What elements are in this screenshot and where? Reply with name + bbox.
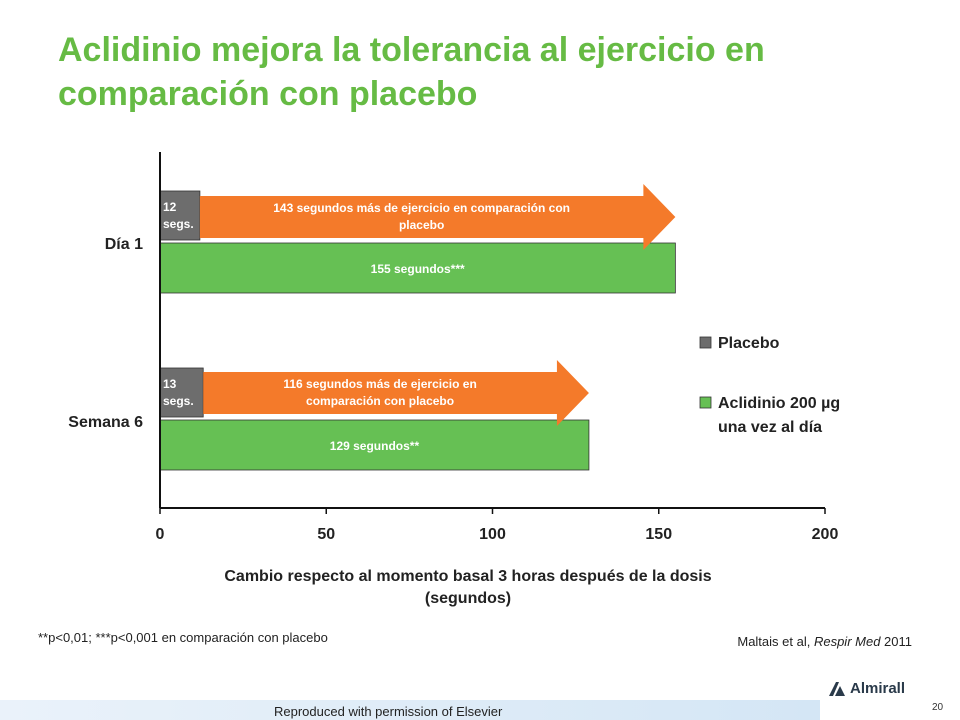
x-tick-label: 0 [155, 526, 165, 543]
difference-annotation: 116 segundos más de ejercicio en comparación con placebo [283, 377, 477, 408]
x-tick-label: 150 [645, 526, 673, 543]
legend-label: Placebo [718, 335, 780, 352]
almirall-logo-icon [828, 681, 846, 697]
category-label: Día 1 [104, 236, 143, 253]
difference-arrow [200, 184, 675, 250]
difference-annotation: 143 segundos más de ejercicio en comparación con placebo [273, 201, 571, 232]
source-year: 2011 [880, 634, 912, 649]
bar-placebo-label: 13 segs. [163, 377, 194, 408]
source-citation [737, 634, 912, 649]
source-prefix: Maltais et al, [737, 634, 814, 649]
bar-placebo-label: 12 segs. [163, 200, 194, 231]
bar-placebo [160, 191, 200, 240]
legend-swatch [700, 397, 711, 408]
logo-name: Almirall [850, 680, 906, 697]
page-number: 20 [932, 702, 944, 713]
category-label: Semana 6 [68, 414, 143, 431]
x-tick-label: 50 [317, 526, 336, 543]
source-journal: Respir Med [813, 634, 881, 649]
company-logo [828, 680, 905, 697]
bar-aclidinio-label: 129 segundos** [329, 439, 420, 453]
permission-note: Reproduced with permission of Elsevier [274, 704, 503, 719]
bar-placebo [160, 368, 203, 417]
x-axis-title: Cambio respecto al momento basal 3 horas después de la dosis (segundos) [224, 568, 712, 607]
difference-arrow [203, 360, 589, 426]
legend-label: Aclidinio 200 µg una vez al día [718, 395, 841, 436]
x-tick-label: 100 [479, 526, 506, 543]
bar-aclidinio-label: 155 segundos*** [370, 262, 465, 276]
slide-title: Aclidinio mejora la tolerancia al ejercicio en comparación con placebo [58, 31, 765, 113]
x-tick-label: 200 [811, 526, 839, 543]
footnote: **p<0,01; ***p<0,001 en comparación con placebo [38, 630, 328, 645]
legend-swatch [700, 337, 711, 348]
